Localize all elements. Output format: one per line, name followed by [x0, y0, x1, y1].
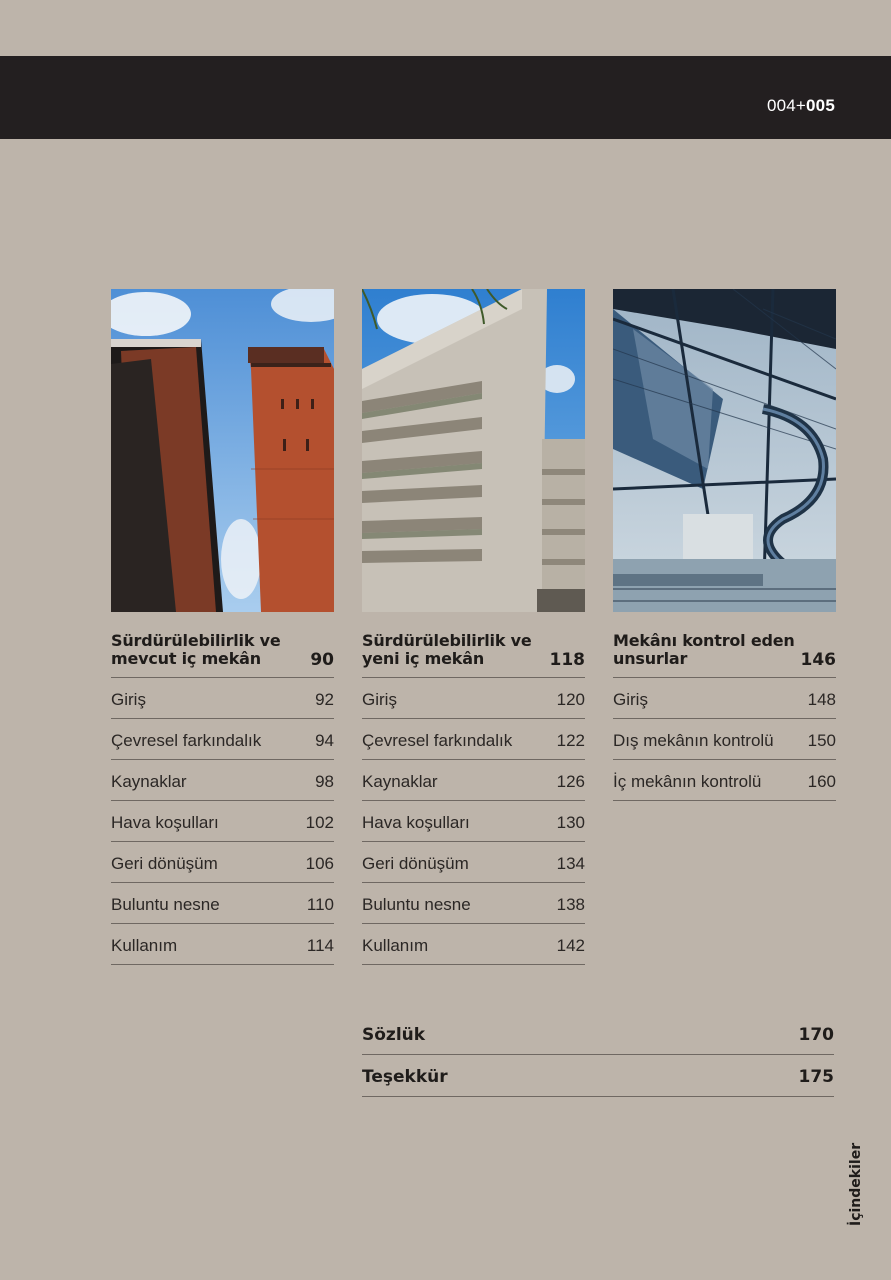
toc-entry[interactable] — [362, 801, 585, 842]
toc-entry-label: Hava koşulları — [111, 813, 219, 832]
toc-entry-page: 175 — [798, 1067, 834, 1087]
toc-entry[interactable] — [362, 883, 585, 924]
toc-entry-label: Sözlük — [362, 1025, 426, 1045]
toc-extras — [362, 1013, 834, 1097]
section-side-label: İçindekiler — [848, 1142, 864, 1226]
section-heading — [362, 632, 585, 678]
toc-entry-page: 106 — [305, 854, 334, 873]
toc-entry[interactable] — [111, 883, 334, 924]
section-heading — [613, 632, 836, 678]
photo-concrete-building — [362, 289, 585, 612]
toc-column-3 — [613, 289, 836, 801]
toc-entry-page: 142 — [556, 936, 585, 955]
toc-entry[interactable] — [111, 924, 334, 965]
toc-entry-page: 98 — [315, 772, 334, 791]
toc-entry-page: 120 — [556, 690, 585, 709]
page-number-right: 005 — [806, 96, 835, 115]
toc-entry-label: Çevresel farkındalık — [362, 731, 513, 750]
section-page-number: 90 — [310, 650, 334, 670]
section-heading — [111, 632, 334, 678]
toc-entry-page: 150 — [807, 731, 836, 750]
toc-entry-label: Buluntu nesne — [111, 895, 220, 914]
toc-entry[interactable] — [613, 678, 836, 719]
toc-entry[interactable] — [362, 924, 585, 965]
section-title: Sürdürülebilirlik ve yeni iç mekân — [362, 631, 532, 668]
toc-entry[interactable] — [111, 719, 334, 760]
toc-entry[interactable] — [111, 842, 334, 883]
toc-entry-label: Geri dönüşüm — [362, 854, 469, 873]
toc-entry-page: 114 — [306, 936, 334, 955]
toc-entry-label: Kaynaklar — [362, 772, 438, 791]
toc-entry[interactable] — [362, 678, 585, 719]
toc-entry-label: Giriş — [613, 690, 648, 709]
toc-entry-label: Geri dönüşüm — [111, 854, 218, 873]
photo-steel-structure — [613, 289, 836, 612]
toc-entry-label: Çevresel farkındalık — [111, 731, 262, 750]
toc-entry[interactable] — [111, 678, 334, 719]
page-number-left: 004+ — [766, 96, 807, 115]
section-page-number: 118 — [549, 650, 585, 670]
toc-entry-page: 94 — [315, 731, 334, 750]
toc-entry-page: 92 — [315, 690, 334, 709]
photo-brick-tower — [111, 289, 334, 612]
toc-entry[interactable] — [111, 760, 334, 801]
section-page-number: 146 — [800, 650, 836, 670]
toc-entry-label: Teşekkür — [362, 1067, 448, 1087]
section-title: Mekânı kontrol eden unsurlar — [613, 631, 795, 668]
toc-entry-acknowledgements[interactable] — [362, 1055, 834, 1097]
toc-entry-label: Kaynaklar — [111, 772, 187, 791]
toc-entry-page: 138 — [556, 895, 585, 914]
header-band — [0, 56, 891, 139]
toc-entry[interactable] — [362, 842, 585, 883]
toc-entry[interactable] — [111, 801, 334, 842]
toc-entry-glossary[interactable] — [362, 1013, 834, 1055]
toc-entry-page: 126 — [556, 772, 585, 791]
toc-entry-page: 160 — [807, 772, 836, 791]
toc-entry-page: 134 — [556, 854, 585, 873]
toc-entry-page: 130 — [556, 813, 585, 832]
toc-entry-label: Giriş — [362, 690, 397, 709]
toc-entry-label: Hava koşulları — [362, 813, 470, 832]
toc-entry[interactable] — [613, 760, 836, 801]
section-title: Sürdürülebilirlik ve mevcut iç mekân — [111, 631, 281, 668]
toc-entry-page: 148 — [807, 690, 836, 709]
toc-entry[interactable] — [362, 719, 585, 760]
toc-entry-label: Kullanım — [362, 936, 429, 955]
toc-entry-page: 122 — [556, 731, 585, 750]
toc-entry-label: İç mekânın kontrolü — [613, 772, 762, 791]
toc-entry-page: 102 — [305, 813, 334, 832]
toc-column-1 — [111, 289, 334, 965]
toc-entry-label: Dış mekânın kontrolü — [613, 731, 774, 750]
toc-entry-page: 170 — [798, 1025, 834, 1045]
page-numbers — [767, 96, 835, 116]
toc-entry-label: Buluntu nesne — [362, 895, 471, 914]
toc-entry[interactable] — [613, 719, 836, 760]
toc-entry-label: Kullanım — [111, 936, 178, 955]
toc-entry-page: 110 — [306, 895, 334, 914]
toc-column-2 — [362, 289, 585, 965]
toc-entry-label: Giriş — [111, 690, 146, 709]
toc-entry[interactable] — [362, 760, 585, 801]
